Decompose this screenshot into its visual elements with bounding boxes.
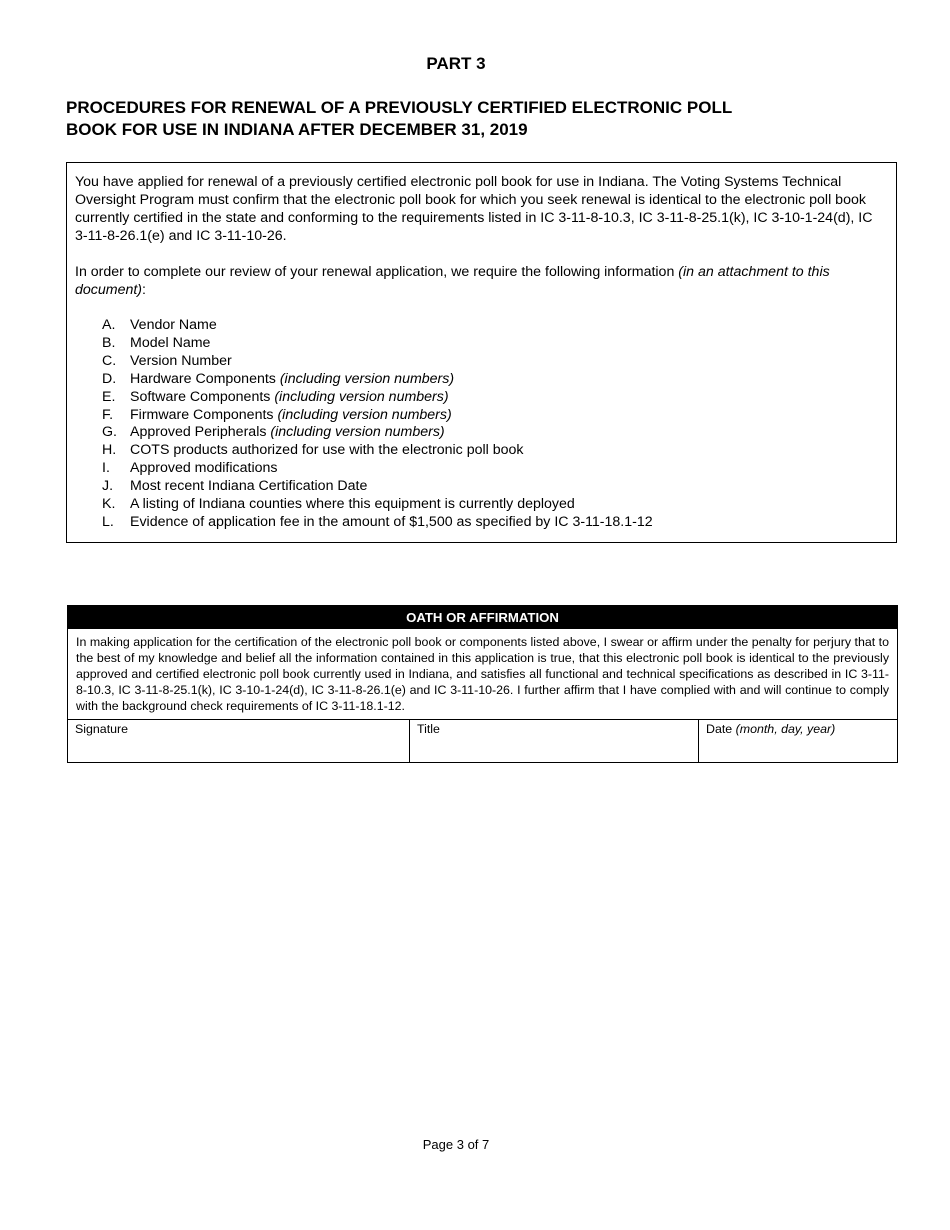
list-item: J. Most recent Indiana Certification Date bbox=[102, 478, 368, 495]
required-info-list bbox=[75, 317, 888, 532]
list-item: A. Vendor Name bbox=[102, 317, 217, 333]
requirements-box bbox=[66, 162, 897, 543]
list-item: K. A listing of Indiana counties where this equipment is currently deployed bbox=[102, 496, 575, 513]
intro-paragraph: You have applied for renewal of a previously certified electronic poll book for use in Indiana. The Voting Systems Technical Oversight Program must confirm that the electronic poll book for which you seek renewal is identical to the electronic poll book currently certified in the state and conforming to the requirements listed in IC 3-11-8-10.3, IC 3-11-8-25.1(k), IC 3-10-1-24(d), IC 3-11-8-26.1(e) and IC 3-11-10-26. bbox=[75, 174, 873, 244]
request-end: : bbox=[142, 282, 146, 298]
title-field[interactable] bbox=[410, 720, 699, 763]
list-item: H. COTS products authorized for use with the electronic poll book bbox=[102, 442, 524, 459]
list-item: D. Hardware Components (including version numbers) bbox=[102, 370, 455, 387]
part-title: PART 3 bbox=[426, 54, 486, 73]
oath-statement: In making application for the certification of the electronic poll book or components listed above, I swear or affirm under the penalty for perjury that to the best of my knowledge and belief all the information contained in this application is true, that this electronic poll book is identical to the previously approved and certified electronic poll book currently used in Indiana, and satisfies all functional and technical specifications as described in IC 3-11-8-10.3, IC 3-11-8-25.1(k), IC 3-10-1-24(d), IC 3-11-8-26.1(e) and IC 3-11-10-26. I further affirm that I have complied with and will continue to comply with the background check requirements of IC 3-11-18.1-12. bbox=[68, 629, 898, 720]
request-note: (in an attachment to this document) bbox=[75, 264, 830, 298]
signature-field[interactable] bbox=[68, 720, 410, 763]
date-field[interactable] bbox=[699, 720, 898, 763]
request-paragraph bbox=[75, 263, 888, 299]
document-title bbox=[66, 97, 896, 141]
list-item: I. Approved modifications bbox=[102, 460, 278, 477]
list-item: B. Model Name bbox=[102, 334, 211, 351]
list-item: F. Firmware Components (including version numbers) bbox=[102, 406, 452, 423]
title-line-1: PROCEDURES FOR RENEWAL OF A PREVIOUSLY CERTIFIED ELECTRONIC POLL bbox=[66, 98, 733, 117]
page-number: Page 3 of 7 bbox=[422, 1137, 490, 1152]
list-item: G. Approved Peripherals (including version numbers) bbox=[102, 424, 445, 441]
list-item: E. Software Components (including version numbers) bbox=[102, 388, 449, 405]
list-item: L. Evidence of application fee in the amount of $1,500 as specified by IC 3-11-18.1-12 bbox=[102, 513, 653, 530]
date-note: (month, day, year) bbox=[735, 722, 836, 736]
list-item: C. Version Number bbox=[102, 352, 232, 369]
request-text: In order to complete our review of your renewal application, we require the following information bbox=[75, 264, 679, 280]
oath-table bbox=[67, 605, 898, 763]
title-line-2: BOOK FOR USE IN INDIANA AFTER DECEMBER 31, 2019 bbox=[66, 120, 528, 139]
date-label: Date bbox=[706, 722, 736, 736]
title-label: Title bbox=[417, 722, 440, 736]
oath-heading: OATH OR AFFIRMATION bbox=[68, 606, 898, 629]
signature-label: Signature bbox=[75, 722, 129, 736]
